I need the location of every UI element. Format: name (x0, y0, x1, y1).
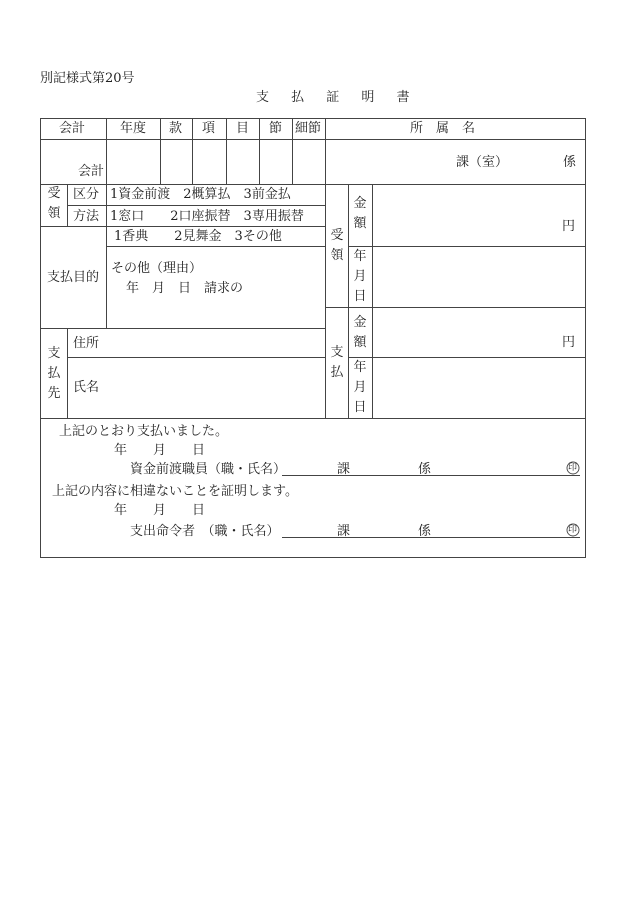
purpose-other: その他（理由） (111, 261, 203, 276)
payee-name-label: 氏名 (73, 380, 100, 395)
header-nendo: 年度 (120, 121, 147, 136)
kubun-options: 1資金前渡 2概算払 3前金払 (110, 187, 291, 202)
lower-nengappi-label: 年月日 (353, 360, 367, 415)
header-kou: 項 (202, 121, 216, 136)
header-shozoku: 所 属 名 (410, 121, 476, 136)
cert1-date: 年 月 日 (114, 443, 206, 458)
header-setsu: 節 (269, 121, 283, 136)
purpose-options: 1香典 2見舞金 3その他 (114, 229, 282, 244)
cert2-seal-mark: 印 (568, 525, 578, 535)
lower-kingaku-label: 金額 (353, 315, 367, 350)
upper-en: 円 (562, 219, 576, 234)
row2-kakari: 係 (563, 155, 577, 170)
kubun-label: 区分 (73, 187, 100, 202)
cert2-statement: 上記の内容に相違ないことを証明します。 (52, 484, 298, 499)
purpose-date-line: 年 月 日 請求の (126, 281, 244, 296)
payee-address-label: 住所 (73, 336, 100, 351)
payee-vertical-label: 支払先 (47, 346, 61, 401)
upper-nengappi-label: 年月日 (353, 249, 367, 304)
cert2-ka: 課 (337, 524, 351, 539)
header-kan: 款 (169, 121, 183, 136)
row2-ka: 課（室） (456, 155, 509, 170)
header-saisetsu: 細節 (295, 121, 322, 136)
cert2-role: 支出命令者 （職・氏名） (130, 524, 280, 539)
document-title: 支 払 証 明 書 (256, 90, 419, 105)
upper-kingaku-label: 金額 (353, 196, 367, 231)
row2-kaikei: 会計 (78, 164, 105, 179)
cert2-kakari: 係 (418, 524, 432, 539)
receipt-vertical-label: 受領 (47, 186, 61, 221)
cert1-kakari: 係 (418, 462, 432, 477)
cert1-role: 資金前渡職員（職・氏名） (130, 462, 287, 477)
right-payment-vertical-label: 支払 (330, 345, 344, 380)
header-kaikei: 会計 (59, 121, 86, 136)
cert1-statement: 上記のとおり支払いました。 (59, 424, 229, 439)
lower-en: 円 (562, 335, 576, 350)
purpose-label: 支払目的 (47, 270, 100, 285)
houhou-label: 方法 (73, 209, 100, 224)
houhou-options: 1窓口 2口座振替 3専用振替 (110, 209, 304, 224)
cert1-seal-mark: 印 (568, 463, 578, 473)
header-moku: 目 (236, 121, 250, 136)
cert1-ka: 課 (337, 462, 351, 477)
form-number: 別記様式第20号 (40, 71, 135, 86)
right-receipt-vertical-label: 受領 (330, 228, 344, 263)
cert2-date: 年 月 日 (114, 503, 206, 518)
